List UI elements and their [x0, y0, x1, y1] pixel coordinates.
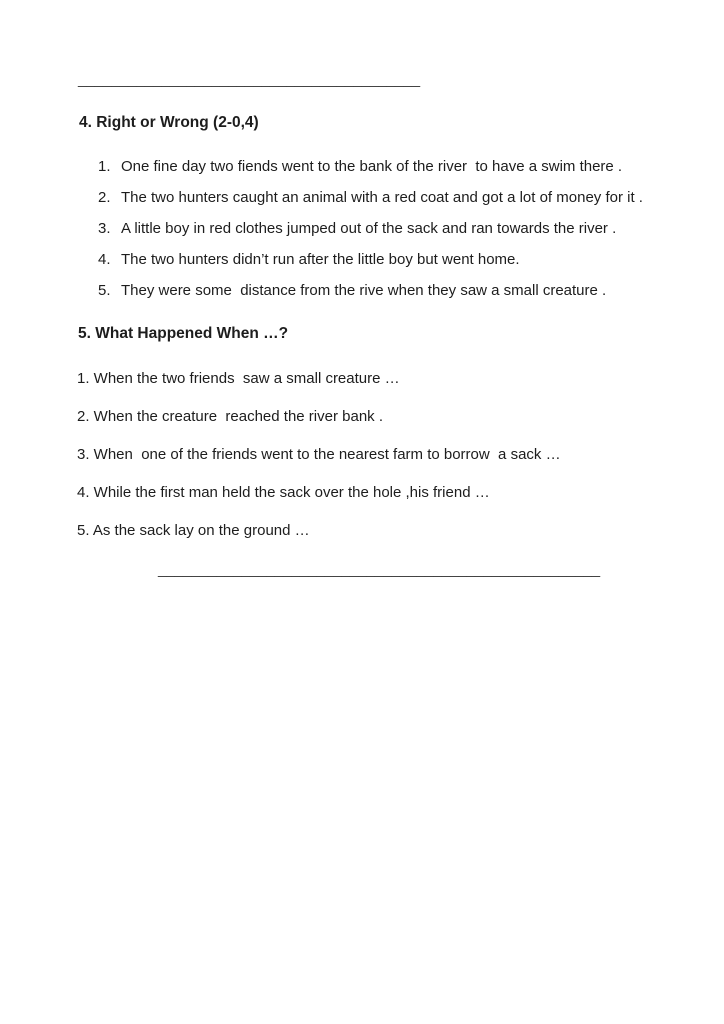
list-item — [98, 281, 724, 301]
list-item: 5. As the sack lay on the ground … — [77, 522, 310, 539]
list-item: 1. When the two friends saw a small creature … — [77, 370, 400, 387]
item-number: 3. — [98, 220, 111, 237]
section4-heading: 4. Right or Wrong (2-0,4) — [79, 114, 259, 131]
list-item: 4. While the first man held the sack over the hole ,his friend … — [77, 484, 490, 501]
item-number: 4. — [98, 251, 111, 268]
item-text: The two hunters caught an animal with a red coat and got a lot of money for it . — [121, 189, 643, 206]
item-text: They were some distance from the rive when they saw a small creature . — [121, 282, 607, 299]
item-text: One fine day two fiends went to the bank of the river to have a swim there . — [121, 158, 623, 175]
list-item — [98, 188, 724, 208]
item-number: 2. — [98, 189, 111, 206]
blank-name-line: _________________________________________ — [78, 71, 421, 88]
list-item: 2. When the creature reached the river bank . — [77, 408, 383, 425]
list-item — [98, 250, 724, 270]
list-item — [98, 219, 724, 239]
item-text: The two hunters didn’t run after the little boy but went home. — [121, 251, 520, 268]
section5-heading: 5. What Happened When …? — [78, 325, 289, 342]
item-number: 1. — [98, 158, 111, 175]
list-item — [98, 157, 724, 177]
section4-statement-list — [98, 157, 724, 301]
list-item: 3. When one of the friends went to the nearest farm to borrow a sack … — [77, 446, 561, 463]
item-number: 5. — [98, 282, 111, 299]
blank-answer-line: _____________________________________________________ — [158, 561, 601, 578]
item-text: A little boy in red clothes jumped out of the sack and ran towards the river . — [121, 220, 617, 237]
